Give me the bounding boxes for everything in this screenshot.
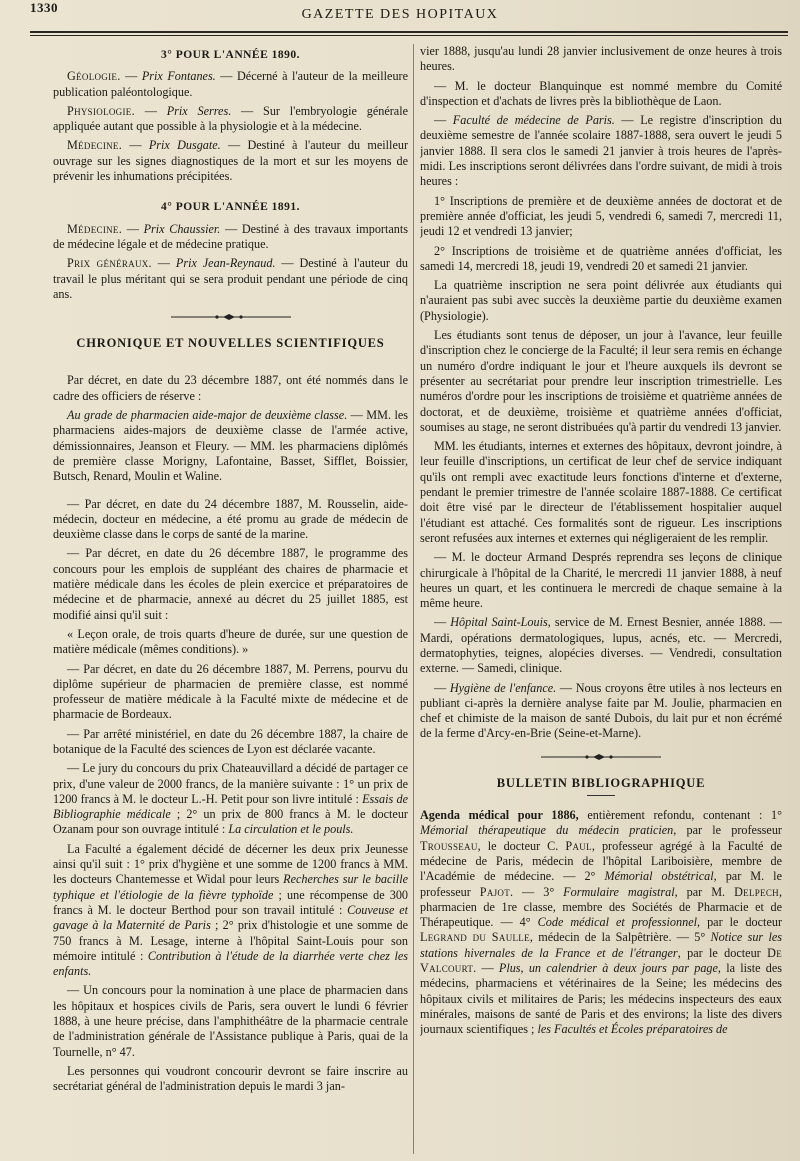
article-paragraph: — Hôpital Saint-Louis, service de M. Ernest Besnier, année 1888. — Mardi, opérations dermatologiques, lupus, acnés, etc. — Mercredi, dermatophyties, teignes, alopécies diverses. — Vendredi, consultation externe. — Samedi, clinique. (420, 615, 782, 676)
title-rule (587, 795, 615, 796)
article-paragraph: — Par décret, en date du 26 décembre 1887, le programme des concours pour les emplois de suppléant des chaires de pharmacie et matière médicale dans les écoles de plein exercice et préparatoires de médecine et de pharmacie, annexé au décret du 25 juillet 1885, est modifié ainsi qu'il suit : (53, 546, 408, 622)
subsection-title-1891: 4° POUR L'ANNÉE 1891. (160, 201, 301, 214)
article-paragraph: — M. le docteur Blanquinque est nommé membre du Comité d'inspection et d'achats de livres près la bibliothèque de Laon. (420, 78, 782, 108)
article-paragraph: — M. le docteur Armand Després reprendra ses leçons de clinique chirurgicale à l'hôpital de la Charité, le mercredi 11 janvier 1888, à neuf heures un quart, et les continuera le mercredi de chaque semaine à la même heure. (420, 550, 782, 611)
prize-generaux: Prix généraux. — Prix Jean-Reynaud. — Destiné à l'auteur du travail le plus méritant qui se sera produit pendant une période de cinq ans. (53, 256, 408, 301)
subsection-title-1890: 3° POUR L'ANNÉE 1890. (160, 49, 301, 61)
prize-geologie: Géologie. — Prix Fontanes. — Décerné à l'auteur de la meilleure publication paléontologique. (53, 69, 408, 99)
article-paragraph: Par décret, en date du 23 décembre 1887, ont été nommés dans le cadre des officiers de réserve : (53, 373, 408, 403)
prize-physiologie: Physiologie. — Prix Serres. — Sur l'embryologie générale appliquée autant que possible à la physiologie et à la médecine. (53, 103, 408, 134)
article-paragraph: vier 1888, jusqu'au lundi 28 janvier inclusivement de onze heures à trois heures. (420, 44, 782, 74)
right-column (420, 44, 782, 1154)
article-paragraph: 1° Inscriptions de première et de deuxième années de doctorat et de première année d'officiat, les jeudi 5, vendredi 6, samedi 7, mercredi 11, jeudi 12 et vendredi 13 janvier; (420, 193, 782, 239)
article-paragraph: — Par décret, en date du 24 décembre 1887, M. Rousselin, aide-médecin, docteur en médecine, a été promu au grade de médecin de deuxième classe dans le corps de santé de la marine. (53, 496, 408, 542)
prize-medecine-1891: Médecine. — Prix Chaussier. — Destiné à des travaux importants de médecine légale et de médecine pratique. (53, 221, 408, 251)
article-paragraph: Les étudiants sont tenus de déposer, un jour à l'avance, leur feuille d'inscription chez le concierge de la Faculté; il leur sera remis en échange un numéro d'ordre indiquant le jour et l'heure auxquels ils devront se présenter au secrétariat pour prendre leur inscription trimestrielle. Les numéros d'ordre pour les inscriptions de troisième et quatrième années de doctorat, et de deuxième, troisième et quatrième années d'officiat, soumises au stage, ne seront distribuées qu'à partir du vendredi 13 janvier. (420, 328, 782, 434)
article-paragraph: Au grade de pharmacien aide-major de deuxième classe. — MM. les pharmaciens aides-majors de deuxième classe de l'armée active, démissionnaires, Jeanson et Fleury. — MM. les pharmaciens diplômés de première classe Morigny, Lafontaine, Basset, Sifflet, Boissier, Butsch, Renard, Moulin et Waline. (53, 408, 408, 484)
page-number: 1330 (30, 0, 58, 15)
article-paragraph: — Un concours pour la nomination à une place de pharmacien dans les hôpitaux et hospices civils de Paris, sera ouvert le lundi 6 février 1888, à une heure précise, dans l'amphithéâtre de la pharmacie centrale de l'administration générale de l'Assistance publique à Paris, quai de la Tournelle, n° 47. (53, 983, 408, 1059)
article-paragraph: — Faculté de médecine de Paris. — Le registre d'inscription du deuxième semestre de l'année scolaire 1887-1888, sera ouvert le jeudi 5 janvier 1888. Il sera clos le samedi 21 janvier à trois heures de l'après-midi. Les inscriptions seront délivrées dans l'ordre suivant, de midi à trois heures : (420, 113, 782, 189)
section-title-chronique: CHRONIQUE ET NOUVELLES SCIENTIFIQUES (76, 336, 385, 351)
article-paragraph: — Hygiène de l'enfance. — Nous croyons être utiles à nos lecteurs en publiant ci-après la dernière analyse faite par M. Joulie, pharmacien en chef et chimiste de la maison de santé Dubois, du lait pur et non écrémé de la ferme d'Arcy-en-Brie (Seine-et-Marne). (420, 680, 782, 741)
running-title: GAZETTE DES HOPITAUX (301, 7, 499, 22)
header-rule (30, 31, 788, 36)
ornament-divider (171, 312, 291, 322)
section-title-bulletin: BULLETIN BIBLIOGRAPHIQUE (496, 775, 706, 790)
article-paragraph: — Le jury du concours du prix Chateauvillard a décidé de partager ce prix, d'une valeur de 2000 francs, de la manière suivante : 1° un prix de 1200 francs à M. le docteur L.-H. Petit pour son livre intitulé : Essais de Bibliographie médicale ; 2° un prix de 800 francs à M. le docteur Ozanam pour son ouvrage intitulé : La circulation et le pouls. (53, 761, 408, 837)
left-column (53, 44, 408, 1154)
bibliography-entry: Agenda médical pour 1886, entièrement refondu, contenant : 1° Mémorial thérapeutique du médecin praticien, par le professeur Trousseau, le docteur C. Paul, professeur agrégé à la Faculté de médecine de Paris, médecin de l'hôpital Lariboisière, membre de l'Académie de médecine. — 2° Mémorial obstétrical, par M. le professeur Pajot. — 3° Formulaire magistral, par M. Delpech, pharmacien de 1re classe, membre des Sociétés de Pharmacie et de Thérapeutique. — 4° Code médical et professionnel, par le docteur Legrand du Saulle, médecin de la Salpêtrière. — 5° Notice sur les stations hivernales de la France et de l'étranger, par le docteur De Valcourt. — Plus, un calendrier à deux jours par page, la liste des médecins, pharmaciens et vétérinaires de la Seine; les médecins des hôpitaux civils et militaires de Paris; les médecins inspecteurs des eaux minérales, maisons de santé de Paris et des environs; la liste des divers journaux scientifiques ; les Facultés et Écoles préparatoires de (420, 808, 782, 1037)
article-paragraph: — Par décret, en date du 26 décembre 1887, M. Perrens, pourvu du diplôme supérieur de pharmacien de première classe, est nommé professeur de matière médicale à la Faculté mixte de médecine et de pharmacie de Bordeaux. (53, 661, 408, 722)
article-paragraph: MM. les étudiants, internes et externes des hôpitaux, devront joindre, à leur feuille d'inscriptions, un certificat de leur chef de service indiquant qu'ils ont rempli avec exactitude leurs fonctions d'interne et d'externe, pendant le premier trimestre de l'année scolaire 1887-1888. Ce certificat doit être visé par le directeur de l'établissement hospitalier auquel l'étudiant est attaché. Ces formalités sont de rigueur. Les inscriptions seront refusées aux internes et externes qui négligeraient de les remplir. (420, 439, 782, 545)
article-paragraph: La quatrième inscription ne sera point délivrée aux étudiants qui n'auraient pas subi avec succès la deuxième partie du deuxième examen (Physiologie). (420, 278, 782, 323)
prize-medecine: Médecine. — Prix Dusgate. — Destiné à l'auteur du meilleur ouvrage sur les signes diagnostiques de la mort et sur les moyens de prévenir les inhumations précipitées. (53, 138, 408, 184)
ornament-divider (541, 752, 661, 762)
article-paragraph: 2° Inscriptions de troisième et de quatrième années d'officiat, les samedi 14, mercredi 18, jeudi 19, vendredi 20 et samedi 21 janvier. (420, 243, 782, 273)
article-paragraph: Les personnes qui voudront concourir devront se faire inscrire au secrétariat général de l'administration depuis le mardi 3 jan- (53, 1063, 408, 1094)
article-paragraph: — Par arrêté ministériel, en date du 26 décembre 1887, la chaire de botanique de la Faculté des sciences de Lyon est déclarée vacante. (53, 726, 408, 756)
column-divider (413, 44, 414, 1154)
article-paragraph: La Faculté a également décidé de décerner les deux prix Jeunesse ainsi qu'il suit : 1° prix d'hygiène et une somme de 1200 francs à MM. les docteurs Chantemesse et Widal pour leurs Recherches sur le bacille typhique et l'étiologie de la fièvre typhoïde ; une récompense de 300 francs à M. le docteur Berthod pour son travail intitulé : Couveuse et gavage à la Maternité de Paris ; 2° prix d'histologie et une somme de 750 francs à M. Lesage, interne à l'hôpital Saint-Louis pour son mémoire intitulé : Contribution à l'étude de la diarrhée verte chez les enfants. (53, 841, 408, 979)
article-quote: « Leçon orale, de trois quarts d'heure de durée, sur une question de matière médicale (mêmes conditions). » (53, 626, 408, 657)
